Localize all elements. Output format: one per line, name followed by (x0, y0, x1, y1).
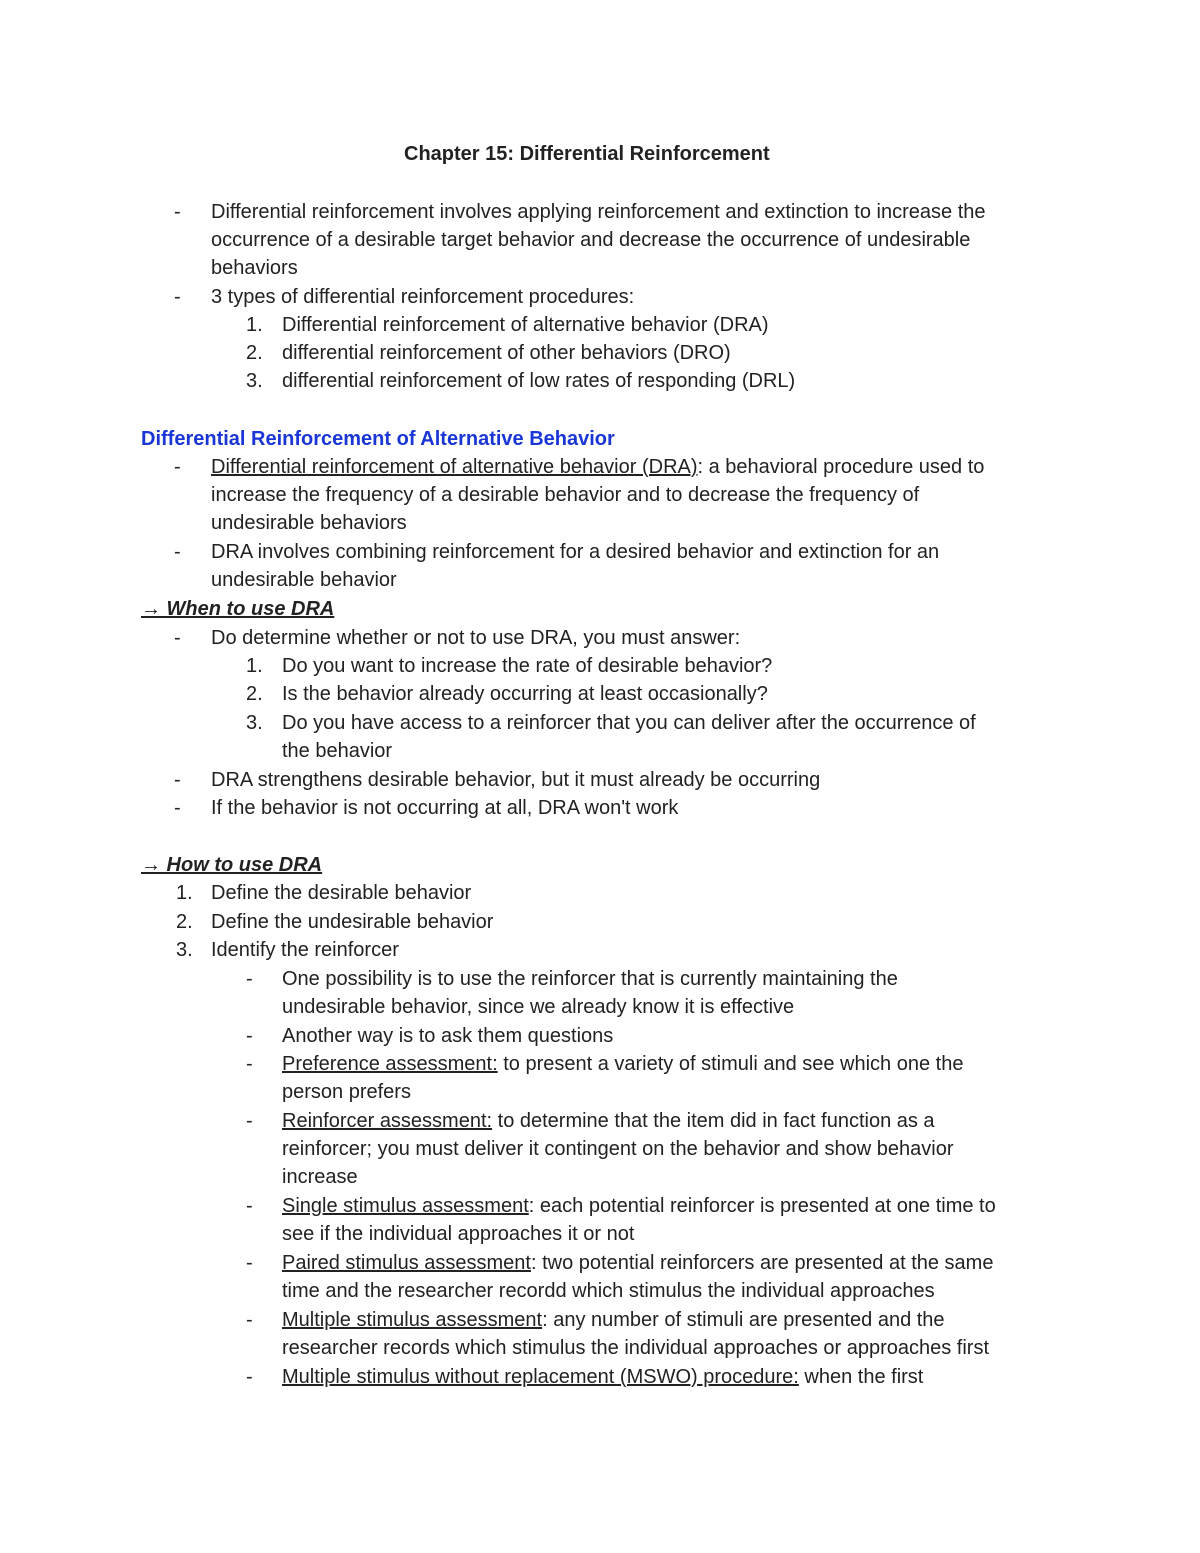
bullet-marker: - (246, 1366, 253, 1388)
sub5-rest: : each potential reinforcer is presented at one time to (528, 1195, 996, 1217)
type-drl: differential reinforcement of low rates of responding (DRL) (282, 370, 796, 392)
sub4-rest: to determine that the item did in fact function as a (492, 1110, 935, 1132)
when-b3: If the behavior is not occurring at all, DRA won't work (211, 797, 679, 819)
intro-b1-line3: behaviors (211, 257, 298, 279)
dra-definition-line3: undesirable behaviors (211, 512, 407, 534)
list-number: 2. (246, 342, 263, 364)
sub6-rest: : two potential reinforcers are presented at the same (530, 1252, 994, 1274)
bullet-marker: - (246, 1053, 253, 1075)
bullet-marker: - (174, 541, 181, 563)
when-q1: Do you want to increase the rate of desirable behavior? (282, 655, 773, 677)
bullet-marker: - (174, 627, 181, 649)
sub7-rest: : any number of stimuli are presented and the (542, 1309, 945, 1331)
dra-b2-line1: DRA involves combining reinforcement for a desired behavior and extinction for an (211, 541, 940, 563)
sub4-line3: increase (282, 1166, 358, 1188)
when-q3-line2: the behavior (282, 740, 393, 762)
sub6-line1 (282, 1249, 993, 1277)
intro-b1-line2: occurrence of a desirable target behavior and decrease the occurrence of undesirable (211, 229, 971, 251)
term-reinforcer: Reinforcer assessment: (282, 1110, 493, 1132)
sub2: Another way is to ask them questions (282, 1025, 614, 1047)
bullet-marker: - (246, 1110, 253, 1132)
term-multiple: Multiple stimulus assessment (282, 1309, 543, 1331)
list-number: 3. (176, 939, 193, 961)
sub6-line2: time and the researcher recordd which stimulus the individual approaches (282, 1280, 935, 1302)
term-single: Single stimulus assessment (282, 1195, 529, 1217)
when-heading: → When to use DRA (141, 598, 335, 620)
dra-term: Differential reinforcement of alternative behavior (DRA) (211, 456, 698, 478)
when-q3-line1: Do you have access to a reinforcer that you can deliver after the occurrence of (282, 712, 976, 734)
sub8-line1 (282, 1363, 923, 1391)
bullet-marker: - (174, 201, 181, 223)
sub8-rest: when the first (798, 1366, 924, 1388)
list-number: 3. (246, 712, 263, 734)
when-b1: Do determine whether or not to use DRA, you must answer: (211, 627, 741, 649)
bullet-marker: - (246, 1309, 253, 1331)
page-title: Chapter 15: Differential Reinforcement (404, 143, 770, 165)
term-paired: Paired stimulus assessment (282, 1252, 531, 1274)
term-preference: Preference assessment: (282, 1053, 498, 1075)
when-b2: DRA strengthens desirable behavior, but it must already be occurring (211, 769, 821, 791)
when-q2: Is the behavior already occurring at least occasionally? (282, 683, 768, 705)
how-step2: Define the undesirable behavior (211, 911, 494, 933)
sub5-line1 (282, 1192, 996, 1220)
bullet-marker: - (246, 968, 253, 990)
type-dro: differential reinforcement of other behaviors (DRO) (282, 342, 731, 364)
bullet-marker: - (246, 1195, 253, 1217)
sub7-line2: researcher records which stimulus the individual approaches or approaches first (282, 1337, 990, 1359)
sub1-line1: One possibility is to use the reinforcer that is currently maintaining the (282, 968, 898, 990)
sub4-line2: reinforcer; you must deliver it contingent on the behavior and show behavior (282, 1138, 954, 1160)
sub7-line1 (282, 1306, 945, 1334)
dra-b2-line2: undesirable behavior (211, 569, 397, 591)
list-number: 1. (176, 882, 193, 904)
how-step1: Define the desirable behavior (211, 882, 472, 904)
sub3-line1 (282, 1050, 963, 1078)
list-number: 2. (176, 911, 193, 933)
dra-definition-line2: increase the frequency of a desirable behavior and to decrease the frequency of (211, 484, 920, 506)
sub3-line2: person prefers (282, 1081, 411, 1103)
bullet-marker: - (246, 1025, 253, 1047)
term-mswo: Multiple stimulus without replacement (MSWO) procedure: (282, 1366, 799, 1388)
bullet-marker: - (174, 769, 181, 791)
bullet-marker: - (174, 286, 181, 308)
list-number: 3. (246, 370, 263, 392)
list-number: 1. (246, 655, 263, 677)
dra-definition-line1 (211, 453, 984, 481)
type-dra: Differential reinforcement of alternative behavior (DRA) (282, 314, 769, 336)
bullet-marker: - (246, 1252, 253, 1274)
sub5-line2: see if the individual approaches it or not (282, 1223, 635, 1245)
sub1-line2: undesirable behavior, since we already know it is effective (282, 996, 795, 1018)
bullet-marker: - (174, 456, 181, 478)
list-number: 2. (246, 683, 263, 705)
intro-b2: 3 types of differential reinforcement procedures: (211, 286, 635, 308)
sub4-line1 (282, 1107, 935, 1135)
sub3-rest: to present a variety of stimuli and see which one the (497, 1053, 964, 1075)
dra-heading: Differential Reinforcement of Alternative Behavior (141, 428, 615, 450)
how-step3: Identify the reinforcer (211, 939, 399, 961)
how-heading: → How to use DRA (141, 854, 323, 876)
dra-def-rest: : a behavioral procedure used to (697, 456, 985, 478)
intro-b1-line1: Differential reinforcement involves applying reinforcement and extinction to increase the (211, 201, 986, 223)
list-number: 1. (246, 314, 263, 336)
bullet-marker: - (174, 797, 181, 819)
